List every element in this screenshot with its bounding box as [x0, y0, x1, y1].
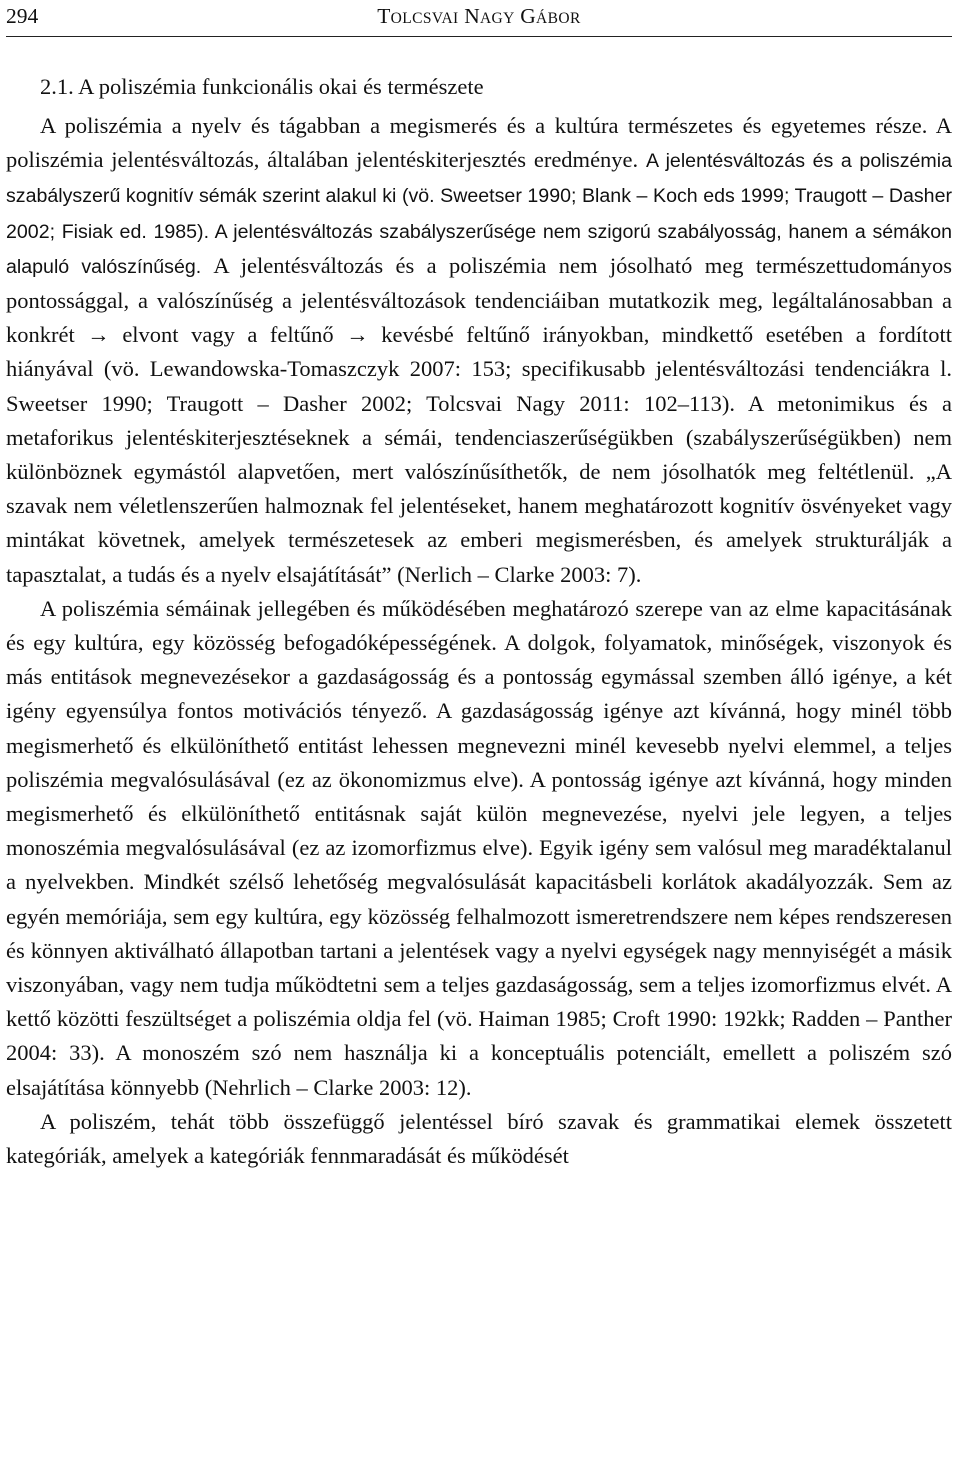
author-initial-2: N	[464, 4, 480, 28]
running-header	[6, 0, 952, 30]
paragraph-1	[6, 109, 952, 592]
page-body	[6, 70, 952, 1173]
author-rest-2: AGY	[479, 10, 515, 27]
author-rest-3: ÁBOR	[536, 10, 581, 27]
paragraph-2	[6, 592, 952, 1105]
page-number: 294	[6, 4, 39, 28]
running-title-author	[6, 4, 952, 31]
author-initial-1: T	[377, 4, 391, 28]
paragraph-3-text: A poliszém, tehát több összefüggő jelentéssel bíró szavak és grammatikai elemek összetett kategóriák, amelyek a kategóriák fennmaradását és működését	[6, 1108, 952, 1169]
book-page	[6, 0, 952, 1468]
header-rule	[6, 36, 952, 37]
paragraph-1-text-c: A jelentésváltozás és a poliszémia nem jósolható meg természettudományos pontossággal, a valószínűség a jelentésváltozások tendenciáiban mutatkozik meg, legáltalánosabban a konkrét → elvont vagy a feltűnő → kevésbé feltűnő irányokban, mindkettő esetében a fordított hiányával (vö. Lewandowska-Tomaszczyk 2007: 153; specifikusabb jelentésváltozási tendenciákra l. Sweetser 1990; Traugott – Dasher 2002; Tolcsvai Nagy 2011: 102–113). A metonimikus és a metaforikus jelentéskiterjesztéseknek a sémái, tendenciaszerűségükben (szabályszerűségükben) nem különböznek egymástól alapvetően, mert valószínűsíthetők, de nem jósolhatók meg feltétlenül. „A szavak nem véletlenszerűen halmoznak fel jelentéseket, hanem meghatározott kognitív ösvényeket vagy mintákat követnek, amelyek természetesek az emberi megismerésben, és amelyek strukturálják a tapasztalat, a tudás és a nyelv elsajátítását” (Nerlich – Clarke 2003: 7).	[6, 252, 953, 587]
section-heading: 2.1. A poliszémia funkcionális okai és természete	[40, 74, 484, 99]
author-initial-3: G	[520, 4, 537, 28]
paragraph-1-text-b: A jelentésváltozás és a poliszémia szabályszerű kognitív sémák szerint alakul ki (vö. Sweetser 1990; Blank – Koch eds 1999; Traugott – Dasher 2002; Fisiak ed. 1985). A jelentésváltozás szabályszerűsége nem szigorú szabályosság, hanem a sémákon alapuló valószínűség.	[6, 150, 952, 278]
paragraph-1-text-a: A poliszémia a nyelv és tágabban a megismerés és a kultúra természetes és egyetemes része. A poliszémia jelentésváltozás, általában jelentéskiterjesztés eredménye.	[6, 113, 952, 173]
author-rest-1: OLCSVAI	[390, 10, 459, 27]
paragraph-2-text: A poliszémia sémáinak jellegében és működésében meghatározó szerepe van az elme kapacitásának és egy kultúra, egy közösség befogadóképességének. A dolgok, folyamatok, minőségek, viszonyok és más entitások megnevezésekor a gazdaságosság és a pontosság egymással szemben álló igénye, a két igény egyensúlya fontos motivációs tényező. A gazdaságosság igénye azt kívánná, hogy minél több megismerhető és elkülöníthető entitást lehessen megnevezni minél kevesebb nyelvi elemmel, a teljes poliszémia megvalósulásával (ez az ökonomizmus elve). A pontosság igénye azt kívánná, hogy minden megismerhető és elkülöníthető entitásnak saját külön megnevezése, nyelvi jele legyen, a teljes monoszémia megvalósulásával (ez az izomorfizmus elve). Egyik igény sem valósul meg maradéktalanul a nyelvekben. Mindkét szélső lehetőség megvalósulását kapacitásbeli korlátok akadályozzák. Sem az egyén memóriája, sem egy kultúra, egy közösség felhalmozott ismeretrendszere nem képes rendszeresen és könnyen aktiválható állapotban tartani a jelentések vagy a nyelvi egységek nagy mennyiségét a másik viszonyában, vagy nem tudja működtetni sem a teljes gazdaságosság, sem a teljes izomorfizmus elvét. A kettő közötti feszültséget a poliszémia oldja fel (vö. Haiman 1985; Croft 1990: 192kk; Radden – Panther 2004: 33). A monoszém szó nem használja ki a konceptuális potenciált, emellett a poliszém szó elsajátítása könnyebb (Nehrlich – Clarke 2003: 12).	[6, 595, 952, 1100]
paragraph-3	[6, 1105, 952, 1173]
